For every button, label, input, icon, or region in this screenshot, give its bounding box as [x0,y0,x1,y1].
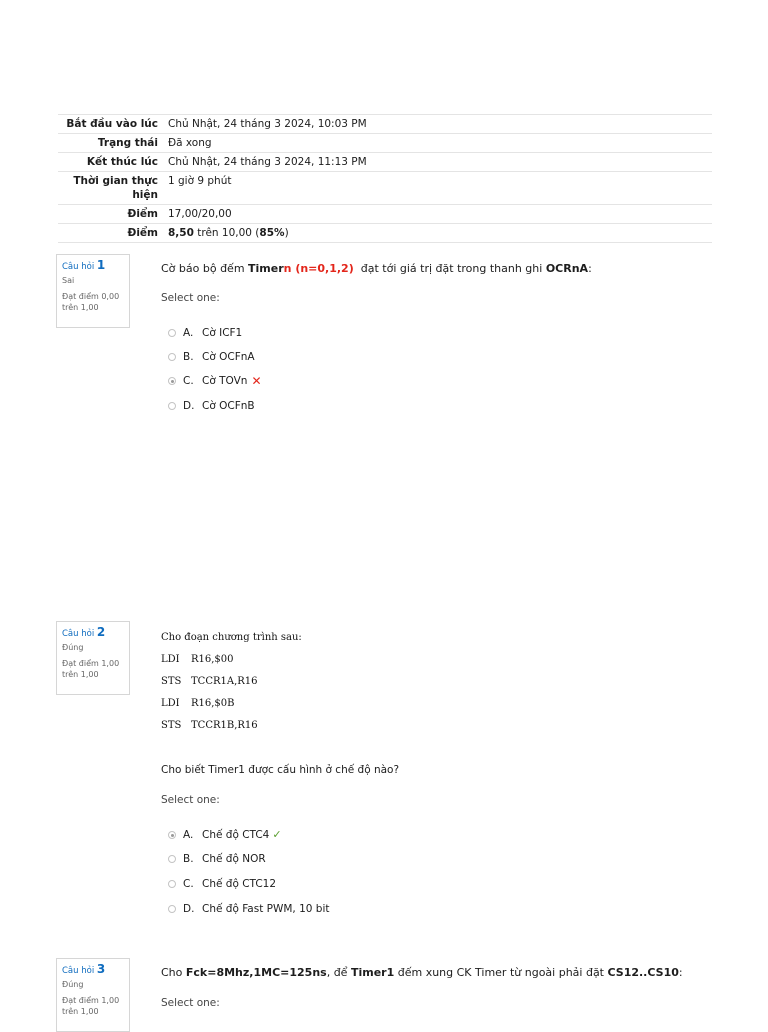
summary-value: Chủ Nhật, 24 tháng 3 2024, 10:03 PM [168,118,367,130]
question-number-label: Câu hỏi [62,966,95,976]
code-arg: R16,$0B [191,698,235,709]
select-one-prompt: Select one: [161,794,220,806]
radio-button-selected[interactable] [168,831,176,839]
option-letter: D. [183,903,195,915]
code-line [161,697,235,711]
qtext-part: đếm xung CK Timer từ ngoài phải đặt [394,966,608,979]
option-letter: A. [183,829,194,841]
question-info-1 [56,254,130,328]
qtext-bold: Fck=8Mhz,1MC=125ns [185,966,327,979]
code-line [161,719,258,733]
option-a[interactable] [168,326,242,340]
summary-label: Trạng thái [97,137,158,149]
option-letter: A. [183,327,194,339]
option-letter: C. [183,878,194,890]
option-d[interactable] [168,399,255,413]
option-letter: D. [183,400,195,412]
summary-value: 1 giờ 9 phút [168,175,232,187]
question-state: Sai [62,276,75,285]
option-d[interactable] [168,902,330,916]
grade-score: 8,50 [168,227,194,239]
option-letter: C. [183,375,194,387]
code-op: STS [161,676,182,687]
option-text: Chế độ Fast PWM, 10 bit [202,903,330,915]
summary-label: Thời gian thực hiện [73,175,158,201]
option-text: Cờ OCFnB [202,400,255,412]
question-number [62,259,124,274]
qtext-red: n (n=0,1,2) [283,262,354,275]
summary-row-grade [58,224,712,243]
option-text: Cờ OCFnA [202,351,255,363]
grade-end: ) [284,227,289,239]
qtext-part: , để [326,966,351,979]
summary-label: Điểm [127,208,158,220]
option-text: Cờ TOVn [202,375,248,387]
select-one-prompt: Select one: [161,997,220,1009]
question-state: Đúng [62,980,84,989]
code-arg: TCCR1B,R16 [191,720,258,731]
option-b[interactable] [168,350,255,364]
incorrect-icon: ✕ [251,374,262,388]
qtext-part: đạt tới giá trị đặt trong thanh ghi [353,262,546,275]
question-number-label: Câu hỏi [62,262,95,272]
summary-value: Đã xong [168,137,212,149]
summary-row-start [58,115,712,134]
question-text-2: Cho biết Timer1 được cấu hình ở chế độ nào? [161,764,400,776]
option-c[interactable] [168,877,276,891]
question-grade: Đạt điểm 1,00 trên 1,00 [62,659,120,679]
question-info-2 [56,621,130,695]
summary-value [164,224,712,243]
radio-button[interactable] [168,329,176,337]
summary-row-marks [58,205,712,224]
radio-button[interactable] [168,353,176,361]
option-c[interactable] [168,374,262,388]
code-line [161,675,258,689]
qtext-part: : [678,966,683,979]
question-number [62,963,124,978]
question-number-value: 3 [96,962,106,976]
option-text: Chế độ NOR [202,853,266,865]
summary-row-state [58,134,712,153]
option-text: Chế độ CTC12 [202,878,277,890]
qtext-bold: CS12..CS10 [607,966,679,979]
question-state: Đúng [62,643,84,652]
option-b[interactable] [168,852,266,866]
question-number [62,626,124,641]
option-text: Chế độ CTC4 [202,829,270,841]
radio-button[interactable] [168,402,176,410]
question-number-label: Câu hỏi [62,629,95,639]
code-op: STS [161,720,182,731]
code-op: LDI [161,654,180,665]
question-info-3 [56,958,130,1032]
attempt-summary-table [58,114,712,243]
radio-button-selected[interactable] [168,377,176,385]
question-grade: Đạt điểm 1,00 trên 1,00 [62,996,120,1016]
qtext-part: : [588,262,592,275]
summary-row-duration [58,172,712,205]
qtext-part: Cờ báo bộ đếm [161,262,249,275]
code-intro: Cho đoạn chương trình sau: [161,632,302,643]
qtext-bold: Timer [248,262,284,275]
radio-button[interactable] [168,855,176,863]
option-a[interactable] [168,828,282,842]
question-text-3 [161,965,683,980]
radio-button[interactable] [168,905,176,913]
select-one-prompt: Select one: [161,292,220,304]
code-line [161,653,234,667]
option-letter: B. [183,853,194,865]
question-number-value: 2 [96,625,106,639]
radio-button[interactable] [168,880,176,888]
correct-check-icon: ✓ [272,828,282,841]
question-number-value: 1 [96,258,106,272]
summary-label: Kết thúc lúc [86,156,158,168]
grade-mid: trên 10,00 ( [193,227,260,239]
qtext-bold: Timer1 [350,966,395,979]
qtext-bold: OCRnA [545,262,589,275]
summary-row-finish [58,153,712,172]
summary-label: Bắt đầu vào lúc [66,118,158,130]
summary-label: Điểm [127,227,158,239]
option-text: Cờ ICF1 [202,327,243,339]
option-letter: B. [183,351,194,363]
summary-value: 17,00/20,00 [168,208,232,220]
question-text-1 [161,261,592,276]
grade-percent: 85% [259,227,285,239]
question-grade: Đạt điểm 0,00 trên 1,00 [62,292,120,312]
qtext-part: Cho [161,966,186,979]
code-arg: R16,$00 [191,654,234,665]
code-arg: TCCR1A,R16 [191,676,258,687]
summary-value: Chủ Nhật, 24 tháng 3 2024, 11:13 PM [168,156,367,168]
code-op: LDI [161,698,180,709]
